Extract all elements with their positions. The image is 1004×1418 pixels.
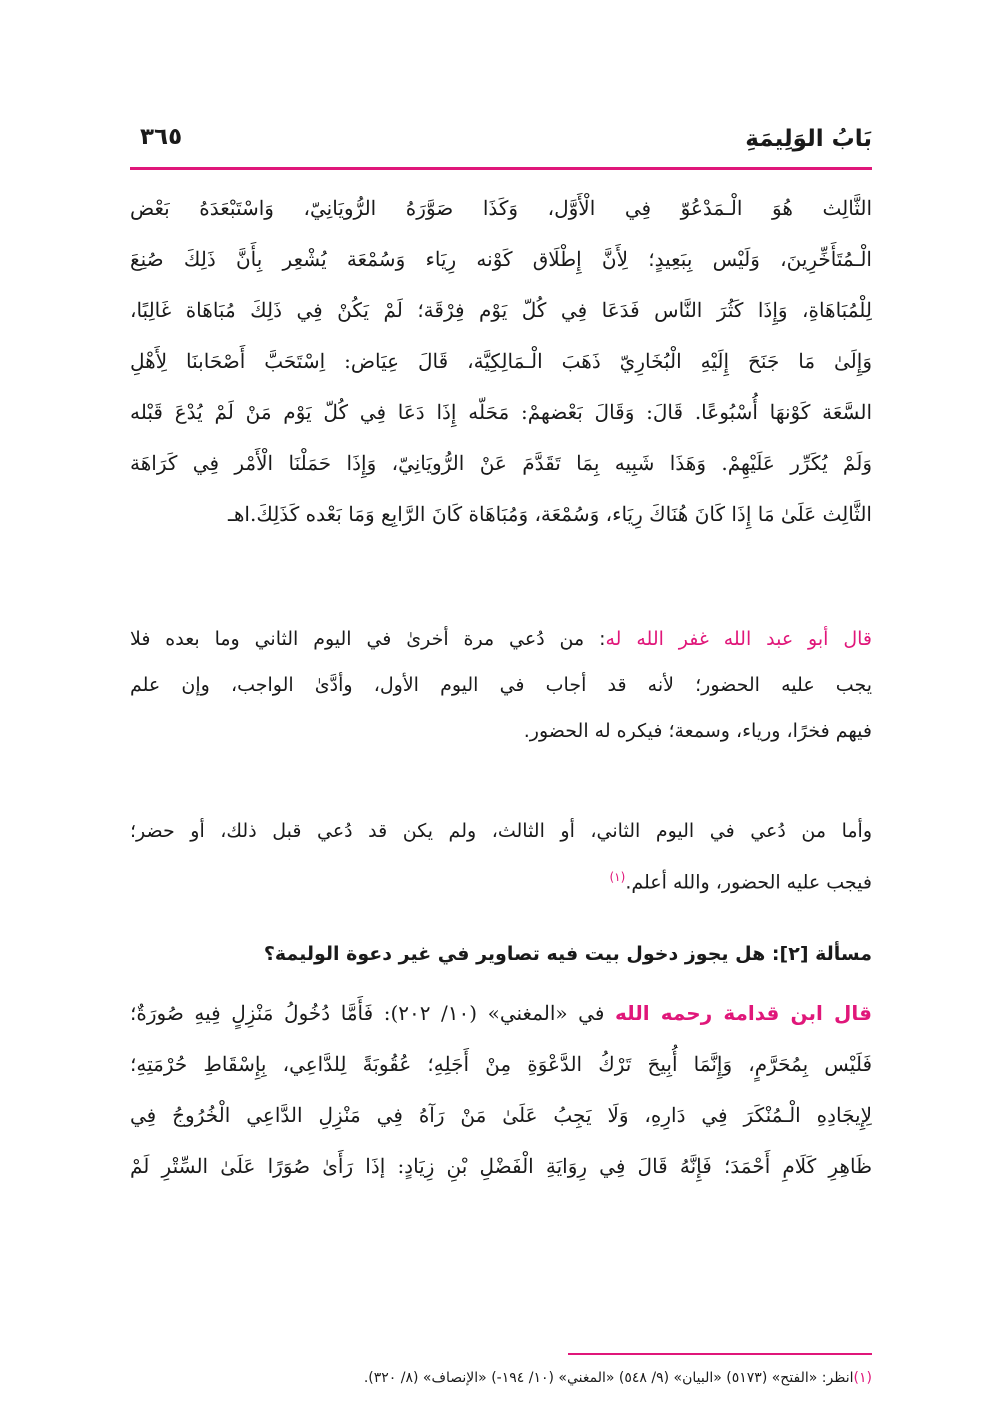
footnote-rule xyxy=(568,1353,872,1355)
issue-label: مسألة [٢]: xyxy=(771,943,872,965)
paragraph xyxy=(130,808,872,900)
text-line: وَلَمْ يُكَرِّر عَلَيْهِمْ. وَهَذَا شَبِيه بِمَا تَقَدَّمَ عَنْ الرُّويَانِيّ، وَإِذَا حَمَلْنَا الْأَمْر فِي كَرَاهَة xyxy=(130,451,872,475)
page-number: ٣٦٥ xyxy=(140,124,183,150)
author-name: قال ابن قدامة رحمه الله xyxy=(614,1001,872,1025)
running-header xyxy=(130,120,872,164)
text-line: لِإِيجَادِهِ الْـمُنْكَرَ فِي دَارِهِ، وَلَا يَجِبُ عَلَىٰ مَنْ رَآهُ فِي مَنْزِلِ الدَّاعِي الْخُرُوجُ فِي xyxy=(130,1103,872,1127)
text-line: لِلْمُبَاهَاةِ، وَإِذَا كَثُرَ النَّاس فَدَعَا فِي كُلّ يَوْم فِرْقَة؛ لَمْ يَكُنْ فِي ذَلِكَ مُبَاهَاة غَالِبًا، xyxy=(130,298,872,322)
text-line: الثَّالِث عَلَىٰ مَا إِذَا كَانَ هُنَاكَ رِيَاء، وَسُمْعَة، وَمُبَاهَاة كَانَ الرَّابِع وَمَا بَعْده كَذَلِكَ.اهـ xyxy=(228,502,872,526)
ibn-qudamah-quote xyxy=(130,988,872,1192)
footnote xyxy=(130,1363,872,1393)
issue-question: هل يجوز دخول بيت فيه تصاوير في غير دعوة الوليمة؟ xyxy=(263,943,766,965)
author-name: قال أبو عبد الله غفر الله له xyxy=(605,628,872,650)
text-line: الثَّالِث هُوَ الْـمَدْعُوّ فِي الْأَوَّل، وَكَذَا صَوَّرَهُ الرُّويَانِيّ، وَاسْتَبْعَدَهُ بَعْض xyxy=(130,196,872,220)
text-line: قال أبو عبد الله غفر الله له: من دُعي مرة أخرىٰ في اليوم الثاني وما بعده فلا xyxy=(130,628,872,650)
quotation-block xyxy=(130,183,872,540)
author-commentary xyxy=(130,616,872,754)
text-line: فَلَيْس بِمُحَرَّمٍ، وَإِنَّمَا أُبِيحَ تَرْكُ الدَّعْوَةِ مِنْ أَجَلِهِ؛ عُقُوبَةً لِلدَّاعِي، بِإِسْقَاطِ حُرْمَتِهِ؛ xyxy=(130,1052,872,1076)
header-rule xyxy=(130,167,872,170)
chapter-title: بَابُ الوَلِيمَةِ xyxy=(745,126,872,152)
text-line: فيجب عليه الحضور، والله أعلم.$^{(١)}$ xyxy=(609,870,872,894)
text-line: وَإِلَىٰ مَا جَنَحَ إِلَيْهِ الْبُخَارِيّ ذَهَبَ الْـمَالِكِيَّة، قَالَ عِيَاض: اِسْتَحَبَّ أَصْحَابنَا لِأَهْلِ xyxy=(130,349,872,373)
footnote-number: (١) xyxy=(853,1370,872,1386)
text-line: قال ابن قدامة رحمه الله في «المغني» (١٠/ ٢٠٢): فَأَمَّا دُخُولُ مَنْزِلٍ فِيهِ صُورَةٌ؛ xyxy=(130,1001,872,1025)
footnote-text: انظر: «الفتح» (٥١٧٣) «البيان» (٩/ ٥٤٨) «المغني» (١٠/ ١٩٤-) «الإنصاف» (٨/ ٣٢٠). xyxy=(363,1370,854,1386)
text-line: فيهم فخرًا، ورياء، وسمعة؛ فيكره له الحضور. xyxy=(523,720,872,742)
text-line: الْـمُتَأَخِّرِينَ، وَلَيْس بِبَعِيدٍ؛ لِأَنَّ إِطْلَاق كَوْنه رِيَاء وَسُمْعَة يُشْعِر بِأَنَّ ذَلِكَ صُنِعَ xyxy=(130,247,872,271)
issue-heading xyxy=(130,936,872,972)
footnote-marker[interactable]: (١) xyxy=(609,870,626,884)
text-line: وأما من دُعي في اليوم الثاني، أو الثالث، ولم يكن قد دُعي قبل ذلك، أو حضر؛ xyxy=(130,820,872,842)
text-line: ظَاهِرِ كَلَامِ أَحْمَدَ؛ فَإِنَّهُ قَالَ فِي رِوَايَةِ الْفَضْلِ بْنِ زِيَادٍ: إذَا رَأَىٰ صُوَرًا عَلَىٰ السِّتْرِ لَمْ xyxy=(130,1154,872,1178)
text-line: السَّعَة كَوْنهَا أُسْبُوعًا. قَالَ: وَقَالَ بَعْضهمْ: مَحَلّه إِذَا دَعَا فِي كُلّ يَوْم مَنْ لَمْ يُدْعَ قَبْله xyxy=(130,400,872,424)
text-line: يجب عليه الحضور؛ لأنه قد أجاب في اليوم الأول، وأدَّىٰ الواجب، وإن علم xyxy=(130,674,872,696)
